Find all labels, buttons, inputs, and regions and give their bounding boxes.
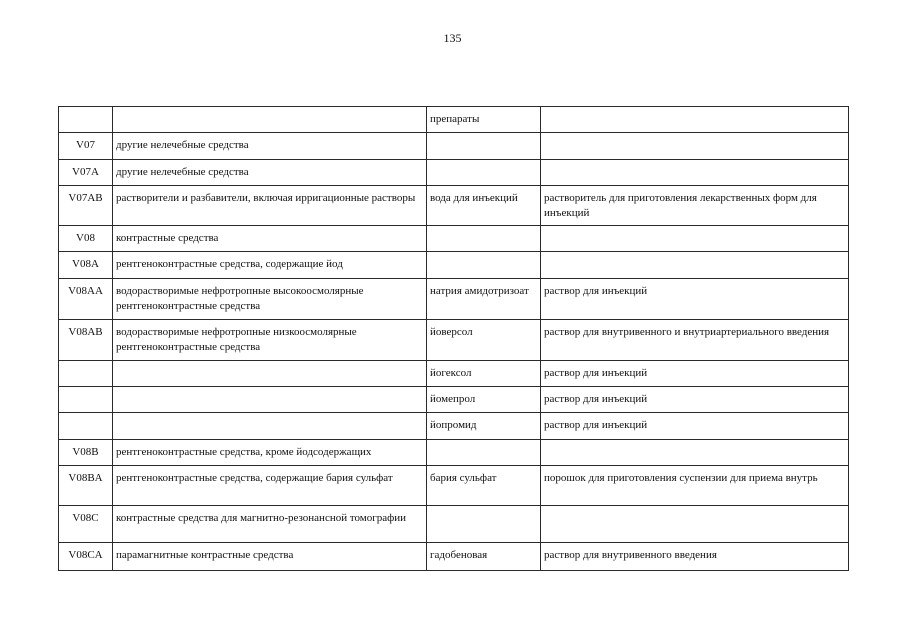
atc-code-cell — [59, 413, 113, 440]
atc-code-cell: V08C — [59, 506, 113, 543]
group-name-cell: растворители и разбавители, включая ирригационные растворы — [113, 186, 427, 226]
drug-name-cell: бария сульфат — [427, 466, 541, 506]
drug-name-cell — [427, 252, 541, 279]
atc-code-cell: V08AB — [59, 320, 113, 361]
dosage-form-cell: раствор для инъекций — [541, 361, 849, 387]
group-name-cell: водорастворимые нефротропные высокоосмолярные рентгеноконтрастные средства — [113, 279, 427, 320]
table-row — [59, 186, 849, 226]
drug-name-cell: йогексол — [427, 361, 541, 387]
dosage-form-cell — [541, 252, 849, 279]
group-name-cell: другие нелечебные средства — [113, 133, 427, 160]
group-name-cell: контрастные средства — [113, 226, 427, 252]
group-name-cell: рентгеноконтрастные средства, содержащие йод — [113, 252, 427, 279]
atc-code-cell — [59, 361, 113, 387]
group-name-cell — [113, 413, 427, 440]
dosage-form-cell — [541, 506, 849, 543]
table-row — [59, 506, 849, 543]
dosage-form-cell: раствор для инъекций — [541, 387, 849, 413]
table-row — [59, 387, 849, 413]
dosage-form-cell — [541, 107, 849, 133]
group-name-cell: водорастворимые нефротропные низкоосмолярные рентгеноконтрастные средства — [113, 320, 427, 361]
table-row — [59, 466, 849, 506]
group-name-cell — [113, 387, 427, 413]
group-name-cell: другие нелечебные средства — [113, 160, 427, 186]
group-name-cell: контрастные средства для магнитно-резонансной томографии — [113, 506, 427, 543]
table-row — [59, 279, 849, 320]
dosage-form-cell: порошок для приготовления суспензии для приема внутрь — [541, 466, 849, 506]
table-row — [59, 440, 849, 466]
dosage-form-cell: раствор для инъекций — [541, 279, 849, 320]
atc-code-cell: V08B — [59, 440, 113, 466]
dosage-form-cell — [541, 226, 849, 252]
dosage-form-cell — [541, 160, 849, 186]
drug-name-cell — [427, 226, 541, 252]
drug-name-cell: йоверсол — [427, 320, 541, 361]
table-row — [59, 107, 849, 133]
drug-name-cell — [427, 133, 541, 160]
atc-code-cell: V08 — [59, 226, 113, 252]
drug-name-cell — [427, 440, 541, 466]
drug-name-cell — [427, 506, 541, 543]
drug-name-cell: йомепрол — [427, 387, 541, 413]
table-row — [59, 160, 849, 186]
drug-name-cell: препараты — [427, 107, 541, 133]
drug-name-cell: натрия амидотризоат — [427, 279, 541, 320]
dosage-form-cell — [541, 133, 849, 160]
table-row — [59, 320, 849, 361]
group-name-cell: парамагнитные контрастные средства — [113, 543, 427, 571]
dosage-form-cell: раствор для внутривенного и внутриартериального введения — [541, 320, 849, 361]
group-name-cell: рентгеноконтрастные средства, кроме йодсодержащих — [113, 440, 427, 466]
atc-code-cell: V08BA — [59, 466, 113, 506]
table-row — [59, 133, 849, 160]
drug-name-cell: йопромид — [427, 413, 541, 440]
group-name-cell: рентгеноконтрастные средства, содержащие бария сульфат — [113, 466, 427, 506]
table-row — [59, 226, 849, 252]
drug-classification-table — [58, 106, 849, 571]
drug-name-cell: вода для инъекций — [427, 186, 541, 226]
group-name-cell — [113, 107, 427, 133]
table-row — [59, 543, 849, 571]
dosage-form-cell: растворитель для приготовления лекарственных форм для инъекций — [541, 186, 849, 226]
atc-code-cell: V07 — [59, 133, 113, 160]
table-row — [59, 252, 849, 279]
atc-code-cell: V08A — [59, 252, 113, 279]
drug-name-cell — [427, 160, 541, 186]
table-row — [59, 361, 849, 387]
page-number: 135 — [443, 31, 462, 45]
table-row — [59, 413, 849, 440]
dosage-form-cell: раствор для внутривенного введения — [541, 543, 849, 571]
drug-name-cell: гадобеновая — [427, 543, 541, 571]
dosage-form-cell — [541, 440, 849, 466]
atc-code-cell — [59, 107, 113, 133]
atc-code-cell: V07A — [59, 160, 113, 186]
atc-code-cell: V07AB — [59, 186, 113, 226]
dosage-form-cell: раствор для инъекций — [541, 413, 849, 440]
atc-code-cell: V08CA — [59, 543, 113, 571]
atc-code-cell: V08AA — [59, 279, 113, 320]
group-name-cell — [113, 361, 427, 387]
atc-code-cell — [59, 387, 113, 413]
